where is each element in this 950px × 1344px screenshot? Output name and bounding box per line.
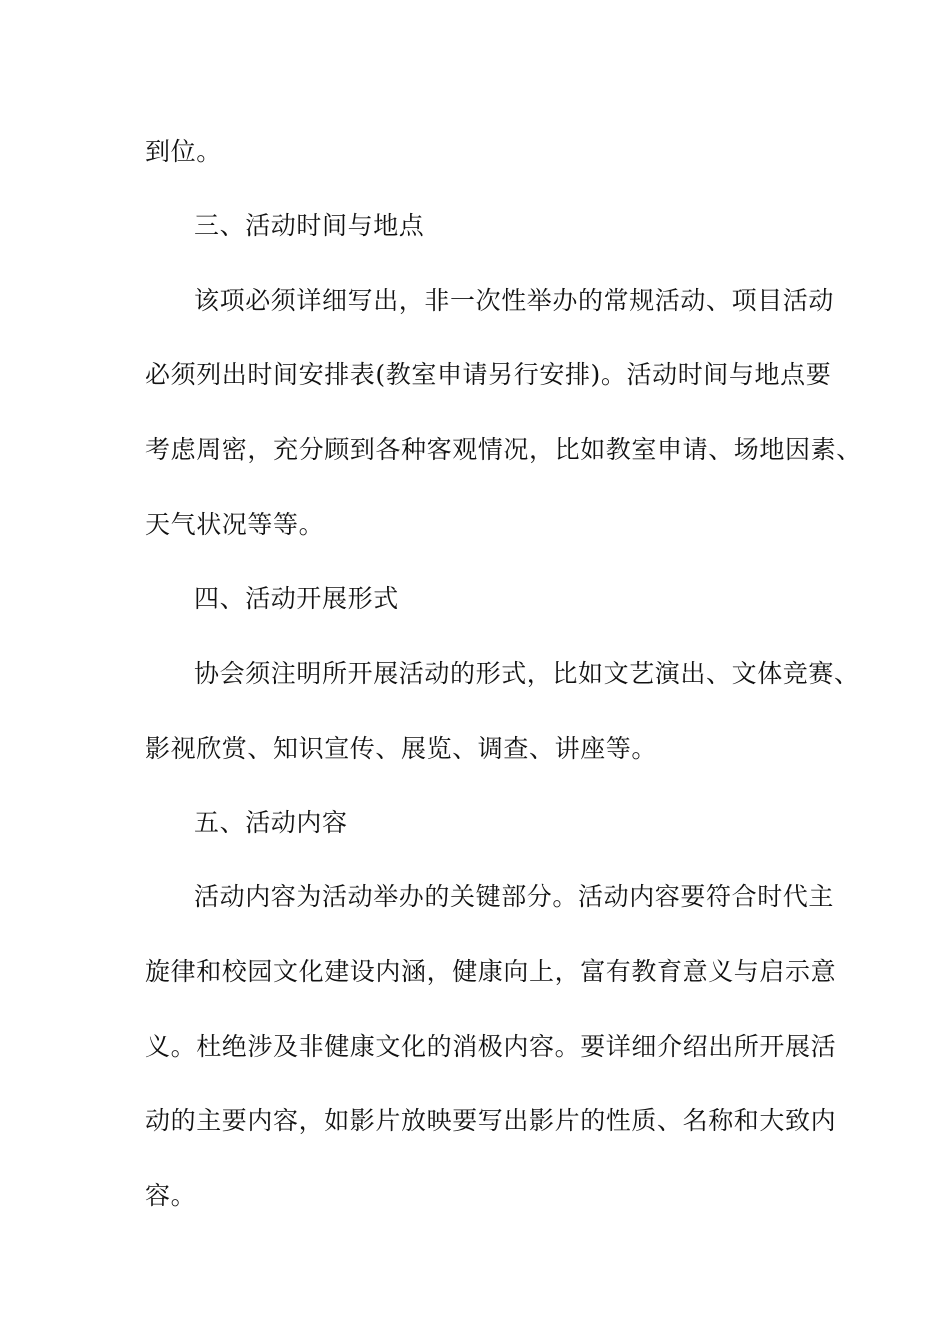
- body-text-line: 天气状况等等。: [145, 510, 325, 539]
- body-text-line: 必须列出时间安排表(教室申请另行安排)。活动时间与地点要: [145, 360, 832, 389]
- body-text-line: 到位。: [145, 137, 222, 166]
- body-text-line: 影视欣赏、知识宣传、展览、调查、讲座等。: [145, 734, 658, 763]
- body-text-line: 活动内容为活动举办的关键部分。活动内容要符合时代主: [194, 882, 835, 911]
- body-text-line: 协会须注明所开展活动的形式，比如文艺演出、文体竞赛、: [194, 659, 860, 688]
- body-text-line: 考虑周密，充分顾到各种客观情况，比如教室申请、场地因素、: [145, 435, 862, 464]
- body-text-line: 该项必须详细写出，非一次性举办的常规活动、项目活动: [194, 286, 835, 315]
- body-text-line: 容。: [145, 1181, 197, 1210]
- body-text-line: 义。杜绝涉及非健康文化的消极内容。要详细介绍出所开展活: [145, 1032, 837, 1061]
- body-text-line: 旋律和校园文化建设内涵，健康向上，富有教育意义与启示意: [145, 957, 837, 986]
- body-text-line: 动的主要内容，如影片放映要写出影片的性质、名称和大致内: [145, 1106, 837, 1135]
- section-heading: 四、活动开展形式: [194, 584, 399, 613]
- section-heading: 五、活动内容: [194, 808, 348, 837]
- section-heading: 三、活动时间与地点: [194, 211, 425, 240]
